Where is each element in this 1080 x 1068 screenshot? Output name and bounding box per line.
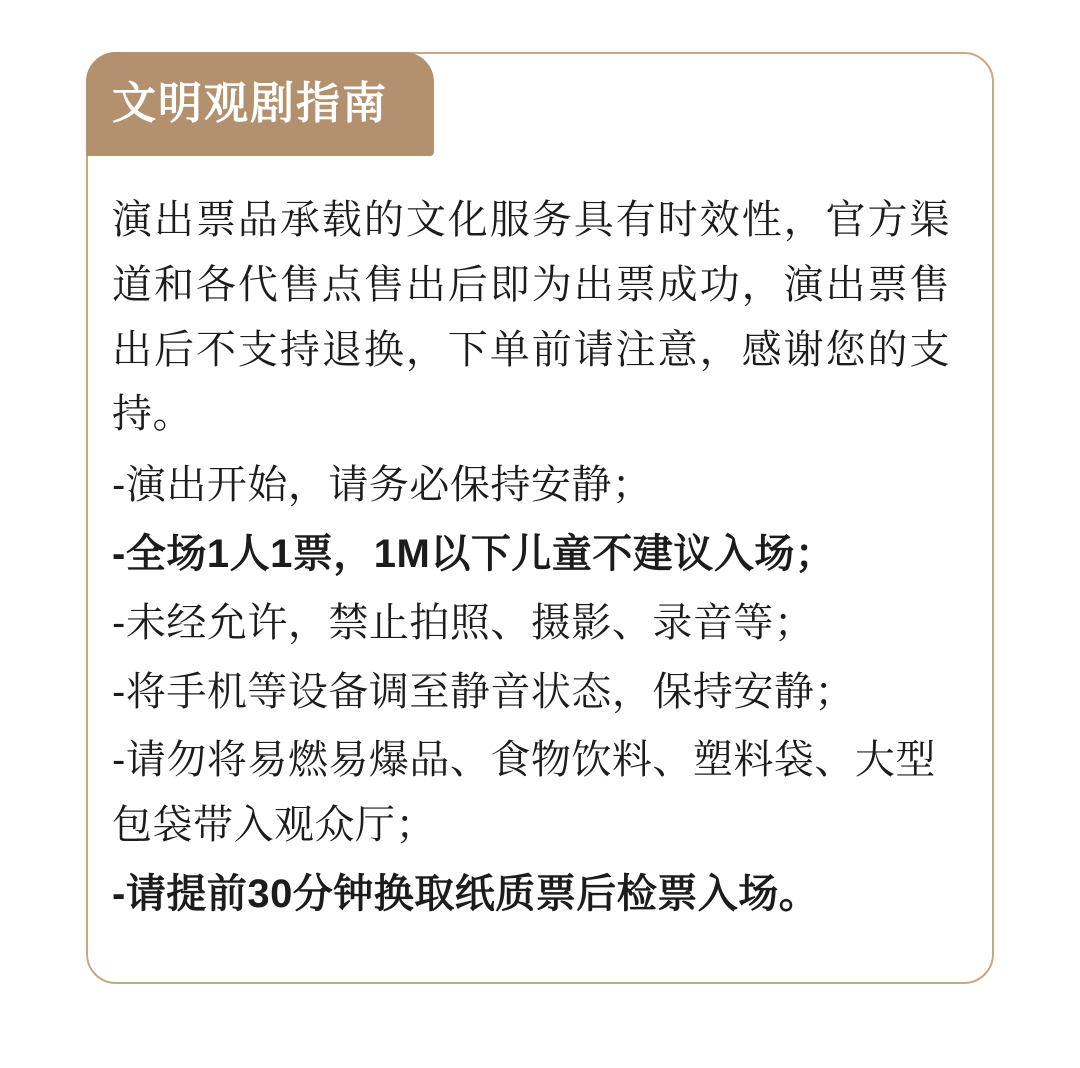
list-item: -全场1人1票，1M以下儿童不建议入场； <box>112 531 836 576</box>
list-item: -演出开始，请务必保持安静； <box>112 463 653 508</box>
intro-paragraph: 演出票品承载的文化服务具有时效性，官方渠道和各代售点售出后即为出票成功，演出票售出后不支持退换，下单前请注意，感谢您的支持。 <box>112 198 950 437</box>
page-title: 文明观剧指南 <box>112 79 388 128</box>
list-item: -请提前30分钟换取纸质票后检票入场。 <box>112 871 820 916</box>
list-item: -将手机等设备调至静音状态，保持安静； <box>112 669 855 714</box>
notice-body <box>86 156 994 984</box>
list-item: -请勿将易燃易爆品、食物饮料、塑料袋、大型包袋带入观众厅； <box>112 738 936 848</box>
list-item: -未经允许，禁止拍照、摄影、录音等； <box>112 600 815 645</box>
notice-header-tab <box>86 52 434 156</box>
